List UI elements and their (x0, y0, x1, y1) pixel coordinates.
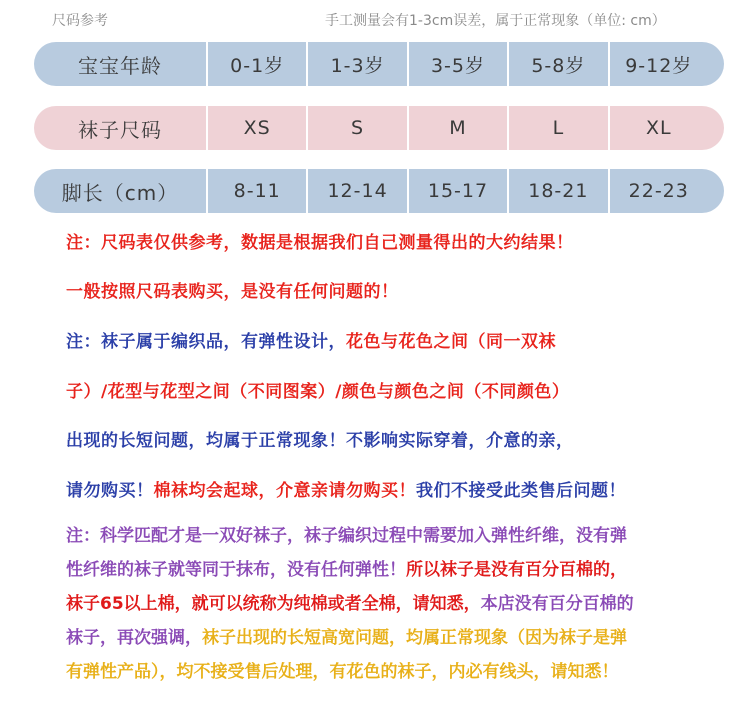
note-line-6-blue-a: 请勿购买！ (66, 481, 154, 501)
note-line-3-blue: 注：袜子属于编织品，有弹性设计， (66, 332, 346, 352)
foot-length-cell: 22-23 (608, 169, 708, 213)
note-line-3-red: 花色与花色之间（同一双袜 (346, 332, 556, 352)
foot-length-cell: 12-14 (306, 169, 406, 213)
sock-size-cell: M (407, 106, 507, 150)
age-cell: 9-12岁 (608, 42, 708, 86)
foot-length-label: 脚长（cm） (61, 180, 179, 205)
sock-size-cell: XL (608, 106, 708, 150)
foot-length-cell: 15-17 (407, 169, 507, 213)
age-cell: 5-8岁 (507, 42, 607, 86)
age-cell: 1-3岁 (306, 42, 406, 86)
paragraph-line-3-purple: 本店没有百分百棉的 (480, 594, 634, 614)
sock-size-cell: S (306, 106, 406, 150)
sock-size-cell: L (507, 106, 607, 150)
size-reference-title: 尺码参考 (52, 13, 108, 29)
age-cell: 0-1岁 (206, 42, 306, 86)
paragraph-line-3 (66, 589, 634, 614)
paragraph-line-4-purple: 袜子，再次强调， (66, 628, 202, 648)
age-label: 宝宝年龄 (78, 53, 162, 78)
note-line-4: 子）/花型与花型之间（不同图案）/颜色与颜色之间（不同颜色） (66, 382, 570, 402)
measurement-error-note: 手工测量会有1-3cm误差，属于正常现象（单位: cm） (325, 13, 666, 29)
note-line-6-red: 棉袜均会起球，介意亲请勿购买！ (153, 481, 416, 501)
note-line-6 (66, 476, 626, 501)
sock-size-row (34, 106, 724, 150)
age-row (34, 42, 724, 86)
note-line-2: 一般按照尺码表购买，是没有任何问题的！ (66, 282, 399, 302)
paragraph-line-1: 注：科学匹配才是一双好袜子，袜子编织过程中需要加入弹性纤维，没有弹 (66, 526, 627, 546)
note-line-1: 注：尺码表仅供参考，数据是根据我们自己测量得出的大约结果！ (66, 233, 574, 253)
note-line-3 (66, 327, 556, 352)
note-line-5: 出现的长短问题，均属于正常现象！不影响实际穿着，介意的亲， (66, 431, 574, 451)
paragraph-line-2-purple: 性纤维的袜子就等同于抹布，没有任何弹性！ (66, 560, 406, 580)
paragraph-line-2 (66, 555, 627, 580)
paragraph-line-2-red: 所以袜子是没有百分百棉的， (406, 560, 627, 580)
paragraph-line-4-gold: 袜子出现的长短高宽问题，均属正常现象（因为袜子是弹 (202, 628, 627, 648)
paragraph-line-5: 有弹性产品），均不接受售后处理，有花色的袜子，内必有线头，请知悉！ (66, 662, 619, 682)
age-cell: 3-5岁 (407, 42, 507, 86)
foot-length-cell: 8-11 (206, 169, 306, 213)
paragraph-line-3-red: 袜子65以上棉，就可以统称为纯棉或者全棉，请知悉， (66, 594, 481, 614)
paragraph-line-4 (66, 623, 627, 648)
foot-length-cell: 18-21 (507, 169, 607, 213)
note-line-6-blue-b: 我们不接受此类售后问题！ (416, 481, 626, 501)
foot-length-row (34, 169, 724, 213)
sock-size-cell: XS (206, 106, 306, 150)
sock-size-label: 袜子尺码 (78, 117, 162, 142)
